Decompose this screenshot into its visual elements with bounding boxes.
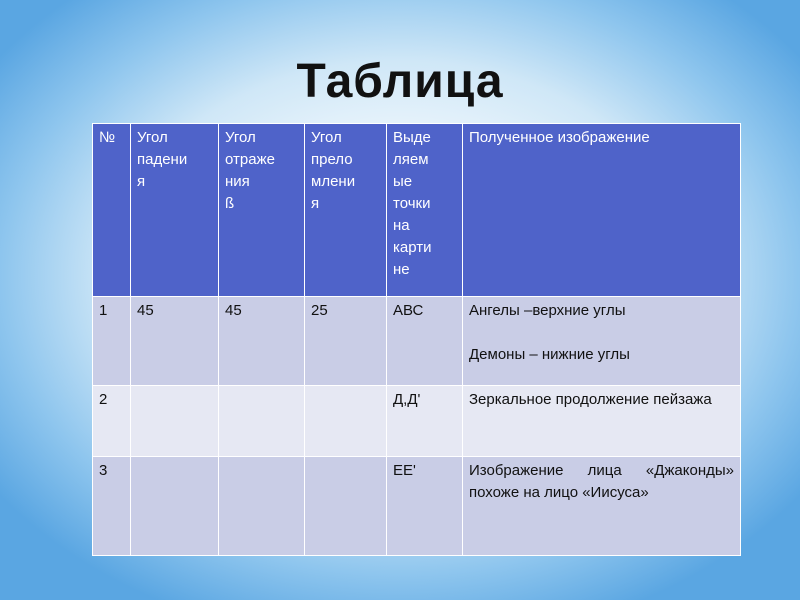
cell-reflection <box>219 457 305 556</box>
table-row <box>93 457 741 556</box>
cell-incidence <box>131 457 219 556</box>
cell-reflection <box>219 386 305 457</box>
header-angle-of-incidence: Угол падени я <box>131 124 219 297</box>
slide-title: Таблица <box>296 55 504 108</box>
cell-number: 1 <box>93 297 131 386</box>
header-angle-of-reflection: Угол отраже ния ß <box>219 124 305 297</box>
cell-incidence <box>131 386 219 457</box>
cell-points: АВС <box>387 297 463 386</box>
cell-number: 3 <box>93 457 131 556</box>
header-number: № <box>93 124 131 297</box>
cell-refraction: 25 <box>305 297 387 386</box>
data-table <box>92 123 741 556</box>
image-description-line: Демоны – нижние углы <box>469 346 630 363</box>
cell-image: Изображение лица «Джаконды» похоже на лицо «Иисуса» <box>463 457 741 556</box>
cell-refraction <box>305 386 387 457</box>
header-selected-points: Выде ляем ые точки на карти не <box>387 124 463 297</box>
cell-points: ЕЕ' <box>387 457 463 556</box>
cell-image <box>463 297 741 386</box>
cell-points: Д,Д' <box>387 386 463 457</box>
image-description-line: Ангелы –верхние углы <box>469 302 626 319</box>
cell-refraction <box>305 457 387 556</box>
table-row <box>93 297 741 386</box>
header-angle-of-refraction: Угол прело млени я <box>305 124 387 297</box>
table-header-row <box>93 124 741 297</box>
cell-number: 2 <box>93 386 131 457</box>
header-resulting-image: Полученное изображение <box>463 124 741 297</box>
cell-image: Зеркальное продолжение пейзажа <box>463 386 741 457</box>
cell-reflection: 45 <box>219 297 305 386</box>
table-row <box>93 386 741 457</box>
cell-incidence: 45 <box>131 297 219 386</box>
